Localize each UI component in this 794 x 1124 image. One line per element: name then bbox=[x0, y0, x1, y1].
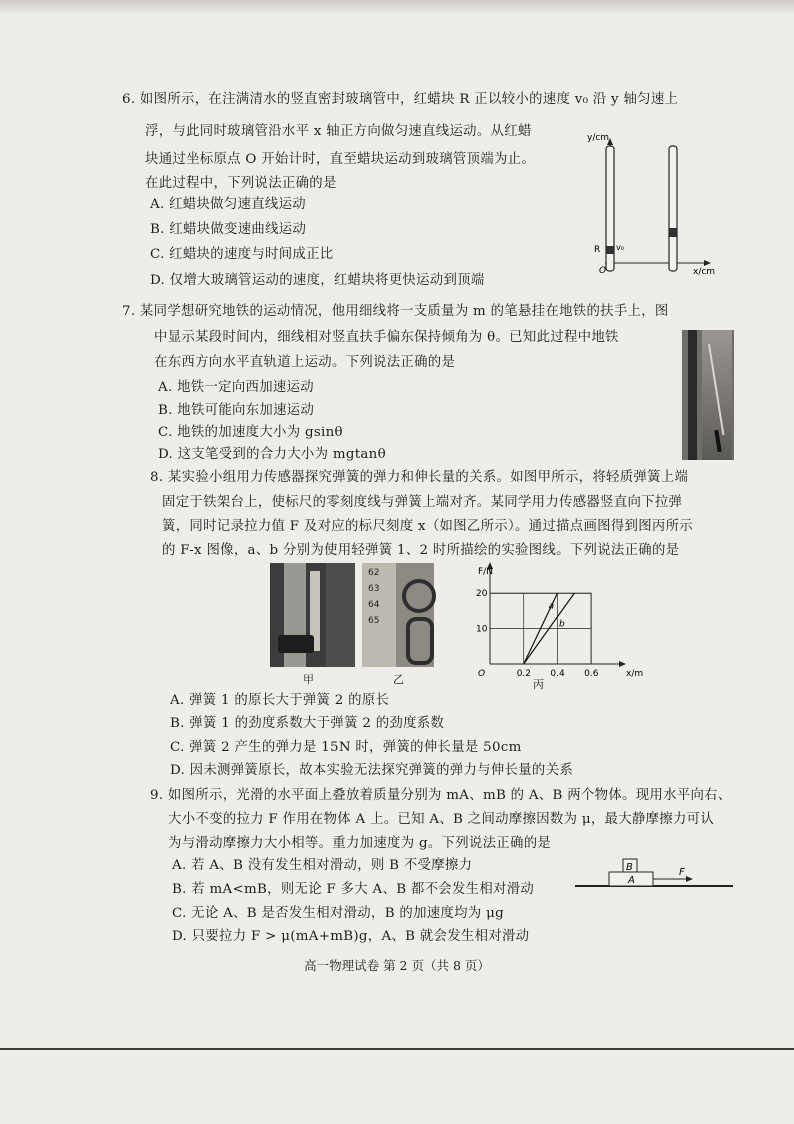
q7-stem-line-2: 中显示某段时间内，细线相对竖直扶手偏东保持倾角为 θ。已知此过程中地铁 bbox=[154, 330, 619, 345]
q6-stem-line-4: 在此过程中，下列说法正确的是 bbox=[145, 176, 337, 191]
q9-option-b: B. 若 mA<mB，则无论 F 多大 A、B 都不会发生相对滑动 bbox=[172, 882, 535, 897]
block-b-label: B bbox=[626, 862, 633, 873]
q9-stem-line-1: 9. 如图所示，光滑的水平面上叠放着质量分别为 mA、mB 的 A、B 两个物体。现用水平向右、 bbox=[150, 788, 732, 803]
scan-edge bbox=[0, 0, 794, 16]
y-axis-label: F/N bbox=[478, 567, 493, 577]
q7-stem-line-3: 在东西方向水平直轨道上运动。下列说法正确的是 bbox=[154, 355, 456, 370]
caption-jia: 甲 bbox=[303, 673, 314, 686]
x-axis-arrow bbox=[619, 661, 626, 667]
q8-option-a: A. 弹簧 1 的原长大于弹簧 2 的原长 bbox=[170, 693, 390, 708]
q8-stem-line-2: 固定于铁架台上，使标尺的零刻度线与弹簧上端对齐。某同学用力传感器竖直向下拉弹 bbox=[162, 495, 683, 510]
q6-y-label: y/cm bbox=[587, 133, 610, 143]
ruler-mark-63: 63 bbox=[368, 584, 380, 594]
x-tick-label: 0.4 bbox=[550, 669, 565, 679]
y-tick-label: 20 bbox=[476, 589, 488, 600]
q8-option-d: D. 因未测弹簧原长，故本实验无法探究弹簧的弹力与伸长量的关系 bbox=[170, 763, 574, 778]
q6-origin-label: O bbox=[599, 266, 607, 276]
q6-option-a: A. 红蜡块做匀速直线运动 bbox=[150, 197, 306, 212]
q8-fx-chart bbox=[460, 560, 644, 679]
q6-option-d: D. 仅增大玻璃管运动的速度，红蜡块将更快运动到顶端 bbox=[150, 273, 485, 288]
caption-bing: 丙 bbox=[533, 678, 544, 691]
q8-stem-line-1: 8. 某实验小组用力传感器探究弹簧的弹力和伸长量的关系。如图甲所示，将轻质弹簧上端 bbox=[150, 470, 689, 485]
q6-stem-line-1: 6. 如图所示，在注满清水的竖直密封玻璃管中，红蜡块 R 正以较小的速度 v₀ 沿 y 轴匀速上 bbox=[122, 92, 679, 107]
caption-yi: 乙 bbox=[393, 673, 404, 686]
q6-x-label: x/cm bbox=[693, 267, 716, 277]
q8-option-b: B. 弹簧 1 的劲度系数大于弹簧 2 的劲度系数 bbox=[170, 716, 445, 731]
q7-option-d: D. 这支笔受到的合力大小为 mgtanθ bbox=[158, 447, 386, 462]
x-axis-label: x/m bbox=[626, 669, 644, 679]
q6-option-b: B. 红蜡块做变速曲线运动 bbox=[150, 222, 307, 237]
x-tick-label: 0.2 bbox=[516, 669, 532, 679]
q9-blocks-figure bbox=[575, 855, 735, 895]
q6-option-c: C. 红蜡块的速度与时间成正比 bbox=[150, 247, 334, 262]
q9-option-d: D. 只要拉力 F > μ(mA+mB)g，A、B 就会发生相对滑动 bbox=[172, 929, 530, 944]
q7-subway-photo bbox=[682, 330, 734, 460]
q7-option-c: C. 地铁的加速度大小为 gsinθ bbox=[158, 425, 343, 440]
q9-option-a: A. 若 A、B 没有发生相对滑动，则 B 不受摩擦力 bbox=[172, 858, 473, 873]
ruler-mark-62: 62 bbox=[368, 568, 380, 578]
q6-r-label: R bbox=[594, 245, 601, 255]
q8-stem-line-4: 的 F-x 图像，a、b 分别为使用轻弹簧 1、2 时所描绘的实验图线。下列说法正确的是 bbox=[162, 543, 680, 558]
q6-tube-figure bbox=[585, 128, 725, 278]
ruler-mark-65: 65 bbox=[368, 616, 380, 626]
series-label-b: b bbox=[559, 619, 565, 630]
origin-label: O bbox=[478, 669, 486, 679]
force-f-label: F bbox=[679, 867, 685, 878]
block-a-label: A bbox=[628, 875, 635, 886]
ruler-mark-64: 64 bbox=[368, 600, 380, 610]
q7-option-a: A. 地铁一定向西加速运动 bbox=[158, 380, 314, 395]
q6-v0-label: v₀ bbox=[616, 243, 624, 252]
q8-photo-yi bbox=[362, 563, 434, 667]
q9-stem-line-3: 为与滑动摩擦力大小相等。重力加速度为 g。下列说法正确的是 bbox=[168, 836, 552, 851]
q7-option-b: B. 地铁可能向东加速运动 bbox=[158, 403, 315, 418]
q9-stem-line-2: 大小不变的拉力 F 作用在物体 A 上。已知 A、B 之间动摩擦因数为 μ，最大静摩擦力可认 bbox=[168, 812, 715, 827]
series-label-a: a bbox=[548, 601, 555, 612]
bottom-rule bbox=[0, 1048, 794, 1050]
q6-stem-line-3: 块通过坐标原点 O 开始计时，直至蜡块运动到玻璃管顶端为止。 bbox=[145, 152, 536, 167]
q9-option-c: C. 无论 A、B 是否发生相对滑动，B 的加速度均为 μg bbox=[172, 906, 504, 921]
y-tick-label: 10 bbox=[476, 624, 488, 635]
q6-stem-line-2: 浮，与此同时玻璃管沿水平 x 轴正方向做匀速直线运动。从红蜡 bbox=[145, 124, 532, 139]
x-tick-label: 0.6 bbox=[584, 669, 599, 679]
q8-option-c: C. 弹簧 2 产生的弹力是 15N 时，弹簧的伸长量是 50cm bbox=[170, 740, 522, 755]
q7-stem-line-1: 7. 某同学想研究地铁的运动情况，他用细线将一支质量为 m 的笔悬挂在地铁的扶手上，图 bbox=[122, 304, 669, 319]
page-footer: 高一物理试卷 第 2 页（共 8 页） bbox=[304, 958, 490, 973]
q8-photo-jia bbox=[270, 563, 355, 667]
q8-stem-line-3: 簧，同时记录拉力值 F 及对应的标尺刻度 x（如图乙所示）。通过描点画图得到图丙所示 bbox=[162, 519, 693, 534]
